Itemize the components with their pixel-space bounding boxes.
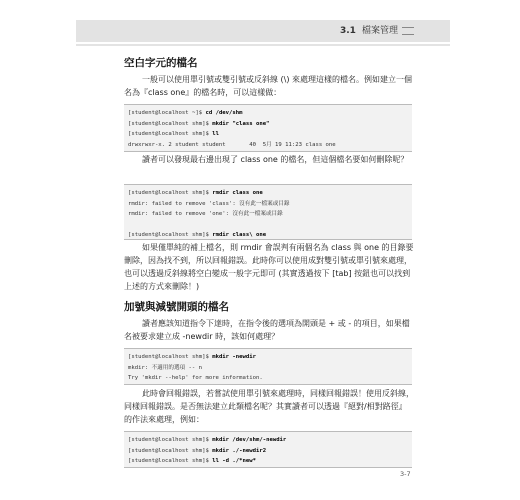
code-line xyxy=(128,363,408,374)
code-line xyxy=(128,209,408,220)
paragraph: 一般可以使用單引號或雙引號或反斜線 (\) 來處理這樣的檔名。例如建立一個名為『class one』的檔名時，可以這樣做： xyxy=(124,75,413,97)
code-command: cd /dev/shm xyxy=(205,110,243,116)
code-prompt: [student@localhost shm]$ xyxy=(128,190,213,196)
code-line xyxy=(128,129,408,140)
code-prompt: [student@localhost shm]$ xyxy=(128,232,213,238)
code-prompt: [student@localhost shm]$ xyxy=(128,458,213,464)
code-command: ll xyxy=(212,131,219,137)
code-command: rmdir class\ one xyxy=(212,232,267,238)
code-line xyxy=(128,220,408,231)
heading-whitespace-filename: 空白字元的檔名 xyxy=(124,57,198,69)
paragraph: 如果僅單純的補上檔名，則 rmdir 會誤判有兩個名為 class 與 one 的目錄要刪除，因為找不到，所以回報錯誤。此時你可以使用成對雙引號或單引號來處理，也可以透過反斜線將空白變成一般字元即可 (其實透過按下 [tab] 按鈕也可以找到上述的方式來刪除！) xyxy=(124,243,414,291)
code-line xyxy=(128,140,408,151)
code-line xyxy=(128,188,408,199)
code-command: ll -d ./*new* xyxy=(212,458,256,464)
code-prompt: mkdir: 不適用的選項 -- n xyxy=(128,364,202,371)
code-command: mkdir -newdir xyxy=(212,354,256,360)
code-block xyxy=(124,348,412,385)
code-block xyxy=(124,104,412,152)
code-prompt: [student@localhost shm]$ xyxy=(128,354,213,360)
code-line xyxy=(128,199,408,210)
code-line xyxy=(128,230,408,241)
code-prompt: Try 'mkdir --help' for more information. xyxy=(128,375,263,381)
code-line xyxy=(128,373,408,384)
heading-plus-minus-filename: 加號與減號開頭的檔名 xyxy=(124,301,229,313)
code-line xyxy=(128,119,408,130)
code-line xyxy=(128,446,408,457)
code-prompt: drwxrwxr-x. 2 student student 40 5月 19 11:23 class one xyxy=(128,141,336,148)
code-command: mkdir "class one" xyxy=(212,120,270,127)
code-prompt: rmdir: failed to remove 'class': 沒有此一檔案或目錄 xyxy=(128,200,290,207)
code-prompt: [student@localhost shm]$ xyxy=(128,437,213,443)
code-command: mkdir ./-newdir2 xyxy=(212,447,267,454)
section-number: 3.1 xyxy=(340,26,356,36)
code-line xyxy=(128,108,408,119)
code-prompt: rmdir: failed to remove 'one': 沒有此一檔案或目錄 xyxy=(128,211,283,217)
paragraph: 讀者應該知道指令下達時，在指令後的選項為開頭是 + 或 - 的項目，如果檔名被要求建立成 -newdir 時，該如何處理？ xyxy=(124,319,410,341)
code-prompt: [student@localhost shm]$ xyxy=(128,447,213,454)
page-number: 3-7 xyxy=(400,470,411,478)
code-line xyxy=(128,435,408,446)
code-command: mkdir /dev/shm/-newdir xyxy=(212,437,287,443)
running-header xyxy=(340,22,414,40)
code-block xyxy=(124,431,412,468)
code-prompt: [student@localhost ~]$ xyxy=(128,110,206,116)
code-line xyxy=(128,456,408,467)
code-command: rmdir class one xyxy=(212,190,263,196)
code-block xyxy=(124,184,412,240)
code-line xyxy=(128,352,408,363)
code-prompt: [student@localhost shm]$ xyxy=(128,131,213,137)
paragraph: 此時會回報錯誤，若嘗試使用單引號來處理時，同樣回報錯誤！使用反斜線，同樣回報錯誤。是否無法建立此類檔名呢？其實讀者可以透過『絕對/相對路徑』的作法來處理，例如： xyxy=(124,389,414,424)
paragraph: 讀者可以發現最右邊出現了 class one 的檔名，但這個檔名要如何刪除呢？ xyxy=(142,155,409,164)
header-stripe xyxy=(76,44,450,46)
header-arrow-icon xyxy=(402,27,414,35)
section-title: 檔案管理 xyxy=(361,26,398,36)
code-prompt: [student@localhost shm]$ xyxy=(128,120,213,127)
